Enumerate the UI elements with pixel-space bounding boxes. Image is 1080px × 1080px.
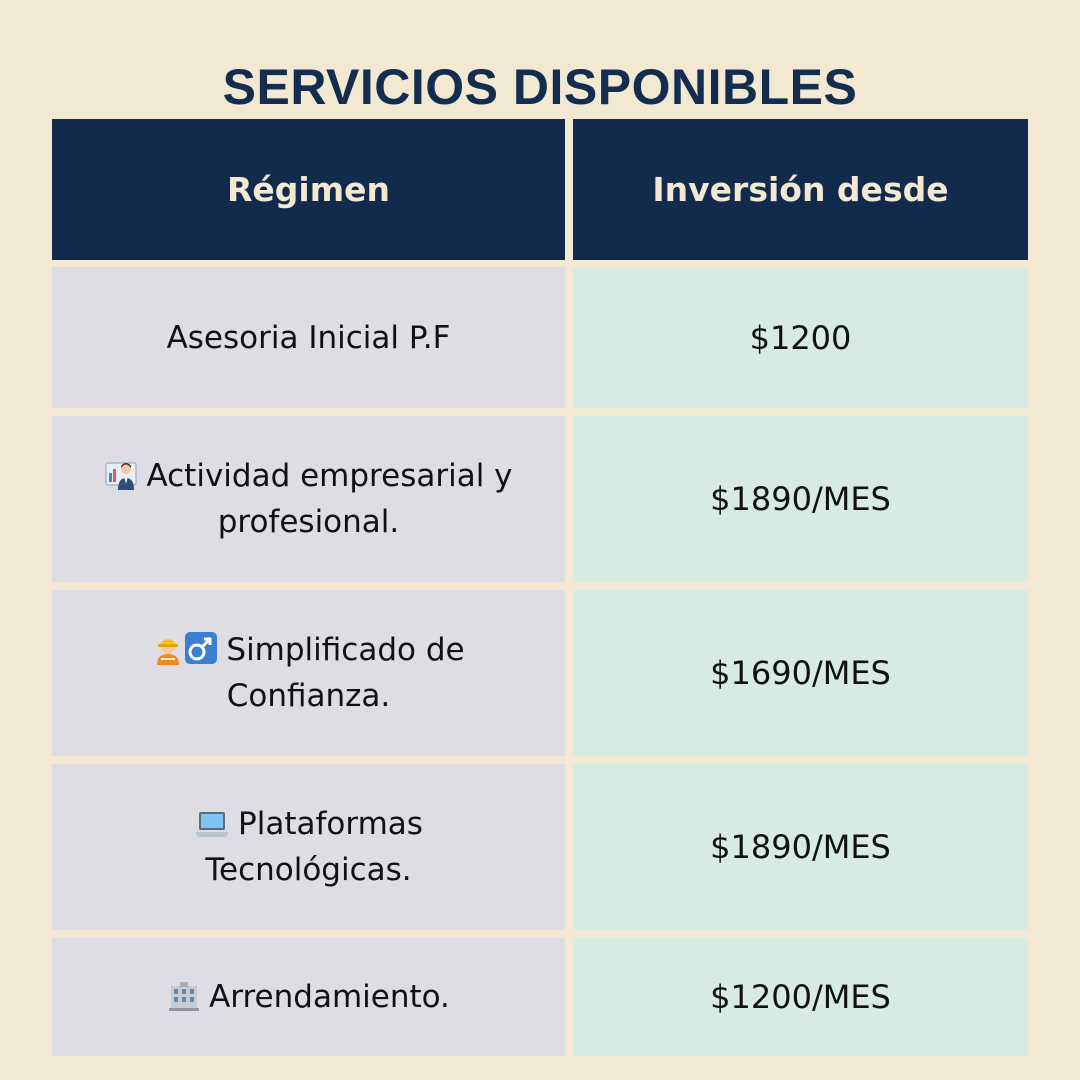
page-title: SERVICIOS DISPONIBLES	[222, 59, 858, 115]
table-row-3-inversion	[573, 590, 1028, 756]
table-row-1-inversion	[573, 267, 1028, 408]
header-inversion-label: Inversión desde	[652, 170, 949, 209]
table-row-2-regimen	[52, 416, 565, 582]
header-inversion	[573, 119, 1028, 260]
table-row-4-inversion	[573, 764, 1028, 930]
table-row-2-inversion	[573, 416, 1028, 582]
price-label: $1890/MES	[710, 480, 891, 518]
man-office-worker-icon	[104, 457, 138, 491]
building-icon	[167, 980, 201, 1012]
table-row-5-regimen	[52, 938, 565, 1056]
regimen-label: Plataformas Tecnológicas.	[205, 806, 423, 888]
regimen-label: Simplificado de Confianza.	[226, 632, 465, 714]
regimen-label: Arrendamiento.	[209, 979, 450, 1015]
price-label: $1200	[749, 318, 852, 357]
table-row-3-regimen	[52, 590, 565, 756]
table-row-1-regimen	[52, 267, 565, 408]
header-regimen-label: Régimen	[227, 170, 390, 209]
price-label: $1890/MES	[710, 828, 891, 866]
price-label: $1200/MES	[710, 978, 891, 1016]
construction-worker-male-icon	[152, 631, 218, 665]
regimen-label: Asesoria Inicial P.F	[166, 319, 451, 356]
table-row-5-inversion	[573, 938, 1028, 1056]
laptop-icon	[194, 809, 230, 839]
price-label: $1690/MES	[710, 654, 891, 692]
regimen-label: Actividad empresarial y profesional.	[146, 458, 513, 540]
header-regimen	[52, 119, 565, 260]
table-row-4-regimen	[52, 764, 565, 930]
